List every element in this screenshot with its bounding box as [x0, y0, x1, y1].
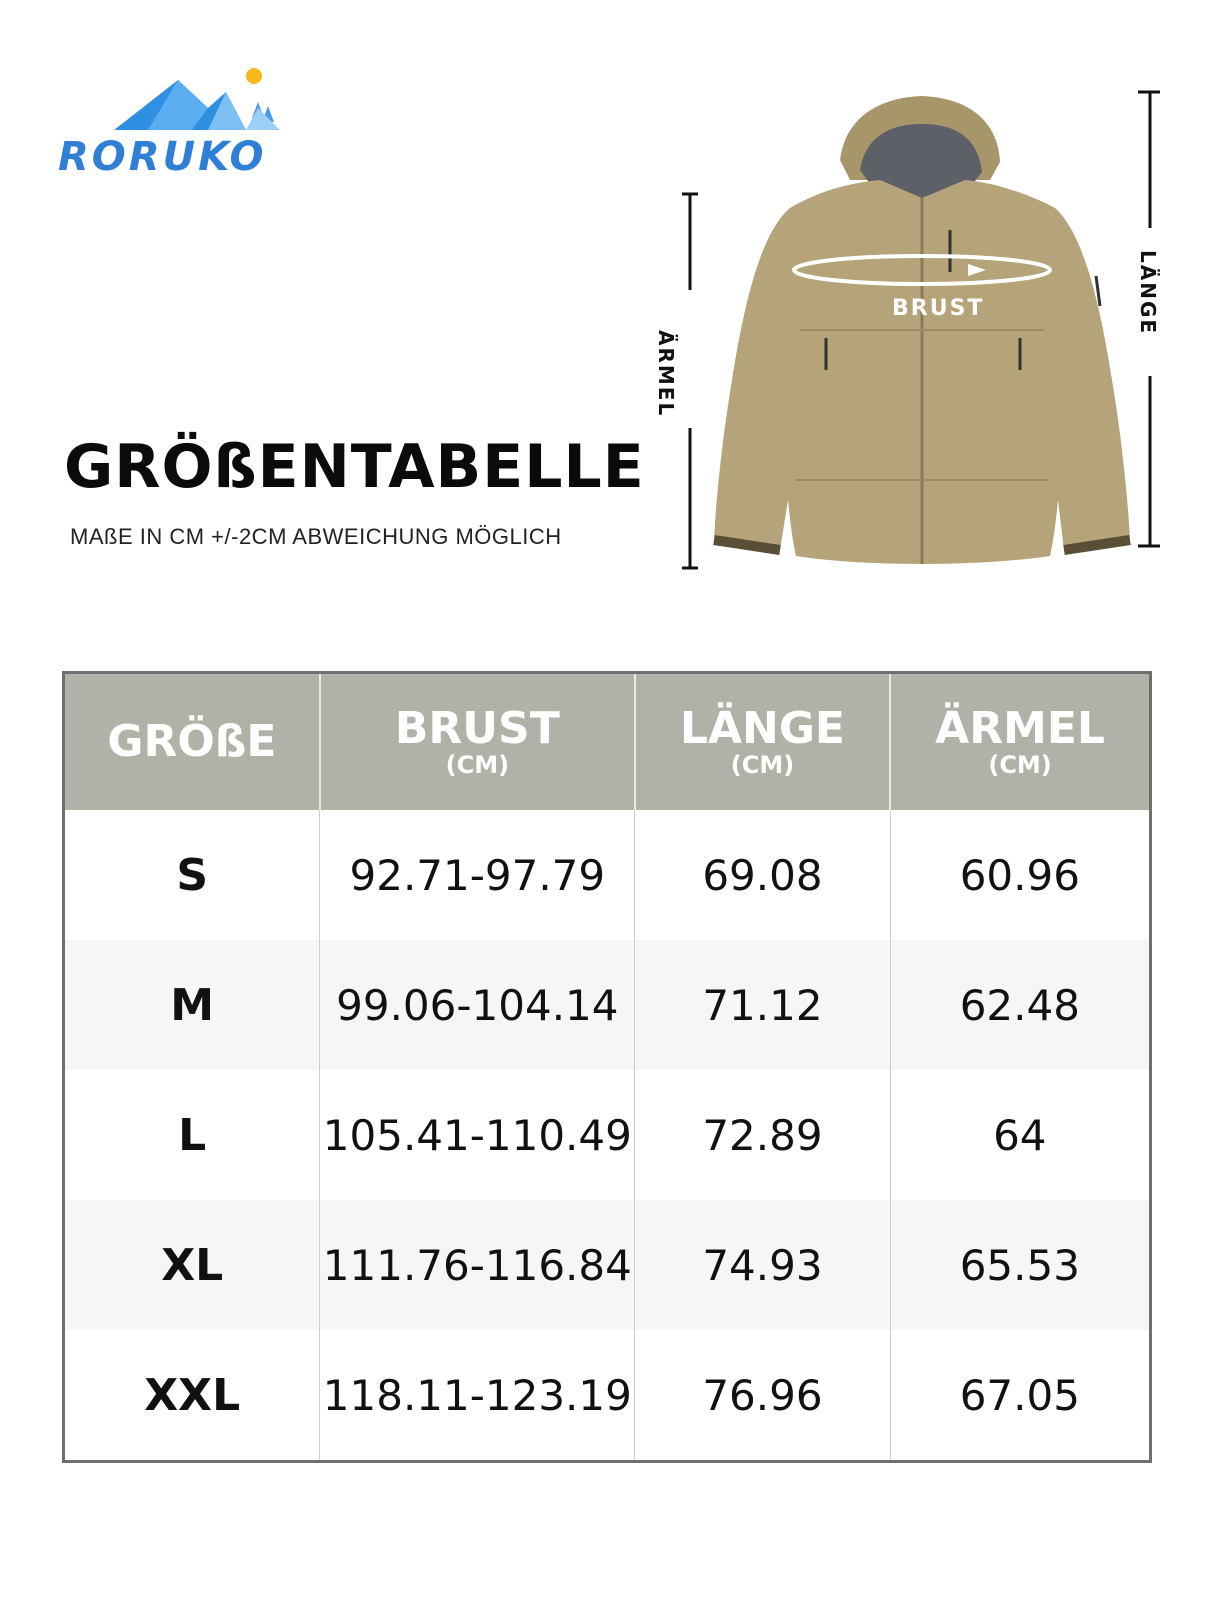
- column-header-label: BRUST: [394, 703, 560, 754]
- diagram-label-aermel: ÄRMEL: [654, 330, 678, 418]
- brust-cell: 111.76-116.84: [320, 1200, 635, 1330]
- diagram-label-laenge: LÄNGE: [1136, 250, 1160, 336]
- brust-cell: 92.71-97.79: [320, 810, 635, 940]
- page-title: GRÖßENTABELLE: [64, 432, 645, 502]
- laenge-cell: 76.96: [635, 1330, 890, 1462]
- table-row: [64, 1200, 1151, 1330]
- brand-logo: [58, 62, 308, 182]
- column-header-laenge: [635, 673, 890, 811]
- aermel-cell: 60.96: [959, 850, 1080, 900]
- mountain-logo-icon: [108, 62, 308, 137]
- size-cell: S: [64, 810, 320, 940]
- diagram-label-brust: BRUST: [892, 296, 985, 321]
- aermel-cell: 62.48: [890, 940, 1150, 1070]
- column-header-label: GRÖßE: [107, 716, 277, 767]
- jacket-illustration-icon: [660, 80, 1180, 590]
- brust-cell: 99.06-104.14: [320, 940, 635, 1070]
- laenge-cell: 74.93: [635, 1200, 890, 1330]
- aermel-cell: 65.53: [890, 1200, 1150, 1330]
- column-header-size: [64, 673, 320, 811]
- size-cell: L: [64, 1070, 320, 1200]
- brust-cell: 105.41-110.49: [320, 1070, 635, 1200]
- jacket-diagram: [654, 80, 1180, 590]
- table-row: [64, 810, 1151, 940]
- aermel-cell: 64: [993, 1110, 1047, 1160]
- column-header-brust: [320, 673, 635, 811]
- size-cell: XL: [64, 1200, 320, 1330]
- table-row: [64, 1070, 1151, 1200]
- column-header-unit: (CM): [730, 751, 795, 779]
- table-row: [64, 1330, 1151, 1462]
- page-subtitle: MAßE IN CM +/-2CM ABWEICHUNG MÖGLICH: [70, 524, 562, 549]
- size-cell: XXL: [64, 1330, 320, 1462]
- brust-cell: 118.11-123.19: [320, 1330, 635, 1462]
- size-cell: M: [64, 940, 320, 1070]
- brand-name: RORUKO: [58, 134, 267, 180]
- column-header-unit: (CM): [445, 751, 510, 779]
- column-header-label: ÄRMEL: [935, 703, 1105, 754]
- table-header-row: [64, 673, 1151, 811]
- column-header-label: LÄNGE: [679, 703, 845, 754]
- column-header-unit: (CM): [988, 751, 1052, 779]
- laenge-cell: 69.08: [635, 810, 890, 940]
- table-row: [64, 940, 1151, 1070]
- column-header-aermel: [890, 673, 1150, 811]
- size-table: [62, 671, 1152, 1463]
- laenge-cell: 72.89: [635, 1070, 890, 1200]
- laenge-cell: 71.12: [635, 940, 890, 1070]
- aermel-cell: 67.05: [959, 1370, 1080, 1420]
